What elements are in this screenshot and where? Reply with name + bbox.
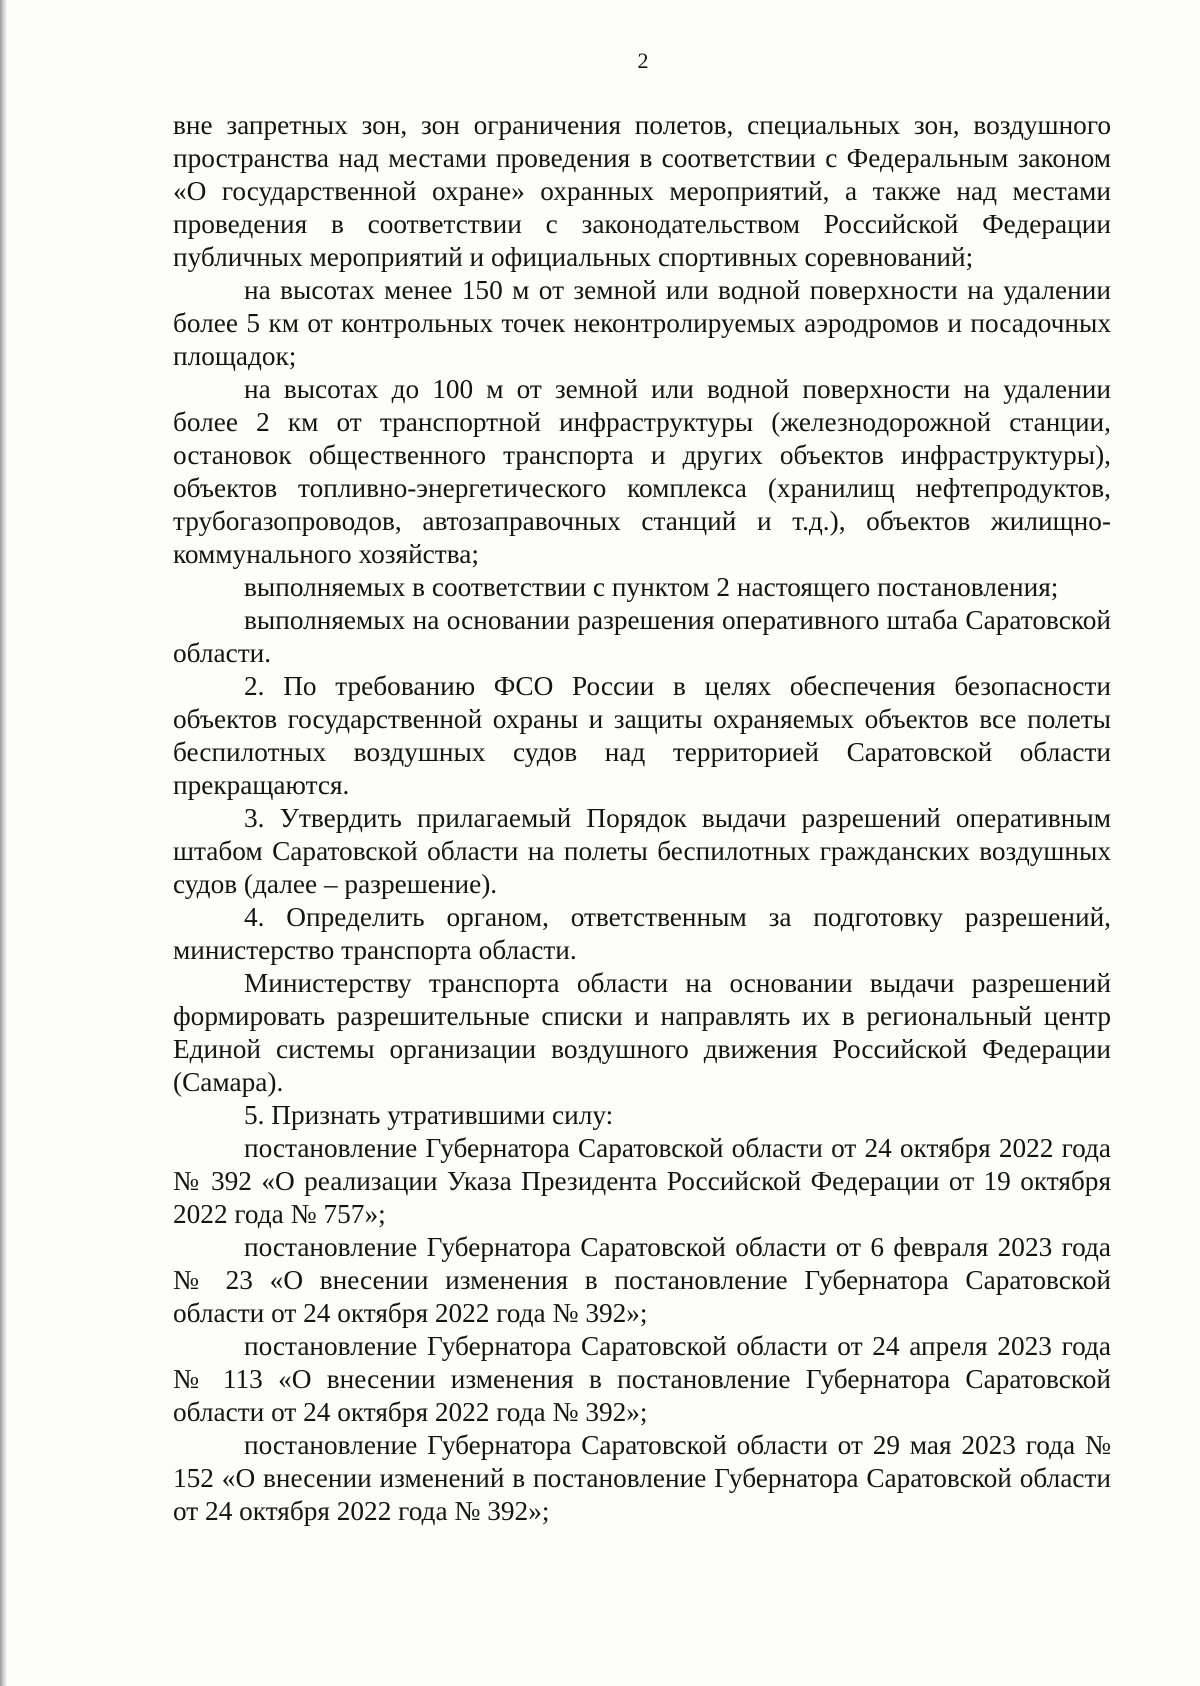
paragraph-item-2: 2. По требованию ФСО России в целях обеспечения безопасности объектов государственной охраны и защиты охраняемых объектов все полеты беспилотных воздушных судов над территорией Саратовской области прекращаются. [173,671,1111,800]
paragraph-repealed-392: постановление Губернатора Саратовской области от 24 октября 2022 года № 392 «О реализации Указа Президента Российской Федерации от 19 октября 2022 года № 757»; [173,1133,1111,1229]
paragraph-ministry-instructions: Министерству транспорта области на основании выдачи разрешений формировать разрешительные списки и направлять их в региональный центр Единой системы организации воздушного движения Российской Федерации (Самара). [173,968,1111,1097]
paragraph-permitted-flights: выполняемых на основании разрешения оперативного штаба Саратовской области. [173,605,1111,668]
paragraph-point-2-flights: выполняемых в соответствии с пунктом 2 настоящего постановления; [244,572,1059,602]
paragraph-item-3: 3. Утвердить прилагаемый Порядок выдачи разрешений оперативным штабом Саратовской области на полеты беспилотных гражданских воздушных судов (далее – разрешение). [173,803,1111,899]
paragraph-item-4: 4. Определить органом, ответственным за подготовку разрешений, министерство транспорта области. [173,902,1111,965]
document-body [173,109,1111,1528]
paragraph-restricted-zones: вне запретных зон, зон ограничения полетов, специальных зон, воздушного пространства над местами проведения в соответствии с Федеральным законом «О государственной охране» охранных мероприятий, а также над местами проведения в соответствии с законодательством Российской Федерации публичных мероприятий и официальных спортивных соревнований; [173,110,1111,272]
paragraph-repealed-113: постановление Губернатора Саратовской области от 24 апреля 2023 года № 113 «О внесении изменения в постановление Губернатора Саратовской области от 24 октября 2022 года № 392»; [173,1331,1111,1427]
paragraph-altitude-150: на высотах менее 150 м от земной или водной поверхности на удалении более 5 км от контрольных точек неконтролируемых аэродромов и посадочных площадок; [173,275,1111,371]
paragraph-repealed-152: постановление Губернатора Саратовской области от 29 мая 2023 года № 152 «О внесении изменений в постановление Губернатора Саратовской области от 24 октября 2022 года № 392»; [173,1430,1111,1526]
paragraph-repealed-23: постановление Губернатора Саратовской области от 6 февраля 2023 года № 23 «О внесении изменения в постановление Губернатора Саратовской области от 24 октября 2022 года № 392»; [173,1232,1111,1328]
scan-edge-shadow [0,0,7,1686]
paragraph-altitude-100: на высотах до 100 м от земной или водной поверхности на удалении более 2 км от транспортной инфраструктуры (железнодорожной станции, остановок общественного транспорта и других объектов инфраструктуры), объектов топливно-энергетического комплекса (хранилищ нефтепродуктов, трубогазопроводов, автозаправочных станций и т.д.), объектов жилищно-коммунального хозяйства; [173,374,1111,569]
paragraph-item-5: 5. Признать утратившими силу: [244,1100,614,1130]
page-number: 2 [637,48,649,73]
